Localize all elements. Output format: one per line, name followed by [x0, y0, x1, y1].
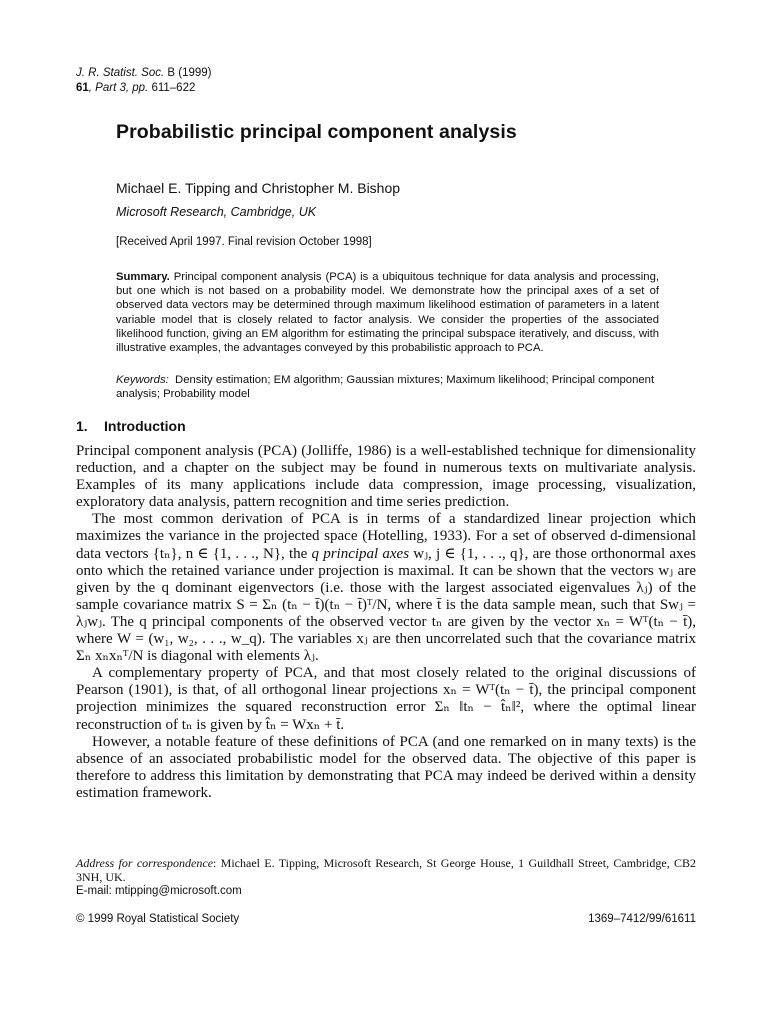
issn-code: 1369–7412/99/61611: [588, 913, 696, 925]
paragraph-2: [76, 511, 696, 665]
introduction-body: [76, 443, 696, 802]
journal-volume: 61: [76, 82, 89, 94]
copyright: © 1999 Royal Statistical Society: [76, 913, 240, 925]
summary-text: Principal component analysis (PCA) is a ubiquitous technique for data analysis and processing, but one which is not based on a probability model. We demonstrate how the principal axes of a set of observed data vectors may be determined through maximum likelihood estimation of parameters in a latent variable model that is closely related to factor analysis. We consider the properties of the associated likelihood function, giving an EM algorithm for estimating the principal subspace iteratively, and discuss, with illustrative examples, the advantages conveyed by this probabilistic approach to PCA.: [116, 271, 659, 355]
footnote-text: : Michael E. Tipping, Microsoft Research, St George House, 1 Guildhall Street, Cambridge, CB2 3NH, UK.: [76, 856, 696, 884]
journal-citation-line: [76, 66, 212, 81]
paragraph-2-part-a: The most common derivation of PCA is in terms of a standardized linear projection which maximizes the variance in the projected space (Hotelling, 1933). For a set of observed d-dimensional data vectors {tₙ}, n ∈ {1, . . ., N}, the: [76, 511, 696, 562]
paragraph-2-emphasis: q principal axes: [311, 545, 410, 562]
summary: [116, 270, 659, 355]
section-title: Introduction: [104, 418, 186, 434]
paragraph-2-part-c: wⱼ, j ∈ {1, . . ., q}, are those orthonormal axes onto which the retained variance under projection is maximal. It can be shown that the vectors wⱼ are given by the q dominant eigenvectors (i.e. those with the largest associated eigenvalues λⱼ) of the sample covariance matrix S = Σₙ (tₙ − t̄)(tₙ − t̄)ᵀ/N, where t̄ is the data sample mean, such that Swⱼ = λⱼwⱼ. The q principal components of the observed vector tₙ are given by the vector xₙ = Wᵀ(tₙ − t̄), where W = (w₁, w₂, . . ., w_q). The variables xⱼ are then uncorrelated such that the covariance matrix Σₙ xₙxₙᵀ/N is diagonal with elements λⱼ.: [76, 545, 696, 665]
correspondence-address: [76, 856, 696, 884]
journal-header: [76, 66, 212, 96]
footnote: [76, 856, 696, 898]
keywords-label: Keywords:: [116, 374, 169, 386]
affiliation: Microsoft Research, Cambridge, UK: [116, 205, 317, 219]
footnote-email: E-mail: mtipping@microsoft.com: [76, 885, 242, 897]
journal-part: , Part 3, pp.: [88, 82, 149, 94]
section-heading: [76, 418, 186, 434]
journal-name: J. R. Statist. Soc.: [76, 67, 165, 79]
keywords-text: Density estimation; EM algorithm; Gaussian mixtures; Maximum likelihood; Principal component analysis; Probability model: [116, 374, 655, 401]
paragraph-1: Principal component analysis (PCA) (Jolliffe, 1986) is a well-established technique for dimensionality reduction, and a chapter on the subject may be found in numerous texts on multivariate analysis. Examples of its many applications include data compression, image processing, visualization, exploratory data analysis, pattern recognition and time series prediction.: [76, 443, 696, 511]
journal-pages: 611–622: [151, 82, 196, 94]
authors: Michael E. Tipping and Christopher M. Bishop: [116, 180, 401, 196]
footnote-label: Address for correspondence: [76, 856, 214, 870]
section-number: 1.: [76, 418, 88, 434]
paper-title: Probabilistic principal component analysis: [116, 121, 517, 143]
keywords: [116, 373, 659, 401]
received-date: [Received April 1997. Final revision October 1998]: [116, 236, 372, 248]
journal-series-year: B (1999): [167, 67, 212, 79]
paragraph-3: A complementary property of PCA, and that most closely related to the original discussions of Pearson (1901), is that, of all orthogonal linear projections xₙ = Wᵀ(tₙ − t̄), the principal component projection minimizes the squared reconstruction error Σₙ ‖tₙ − t̂ₙ‖², where the optimal linear reconstruction of tₙ is given by t̂ₙ = Wxₙ + t̄.: [76, 665, 696, 733]
summary-label: Summary.: [116, 271, 170, 283]
paragraph-4: However, a notable feature of these definitions of PCA (and one remarked on in many texts) is the absence of an associated probabilistic model for the observed data. The objective of this paper is therefore to address this limitation by demonstrating that PCA may indeed be derived within a density estimation framework.: [76, 733, 696, 801]
journal-volume-line: [76, 81, 212, 96]
